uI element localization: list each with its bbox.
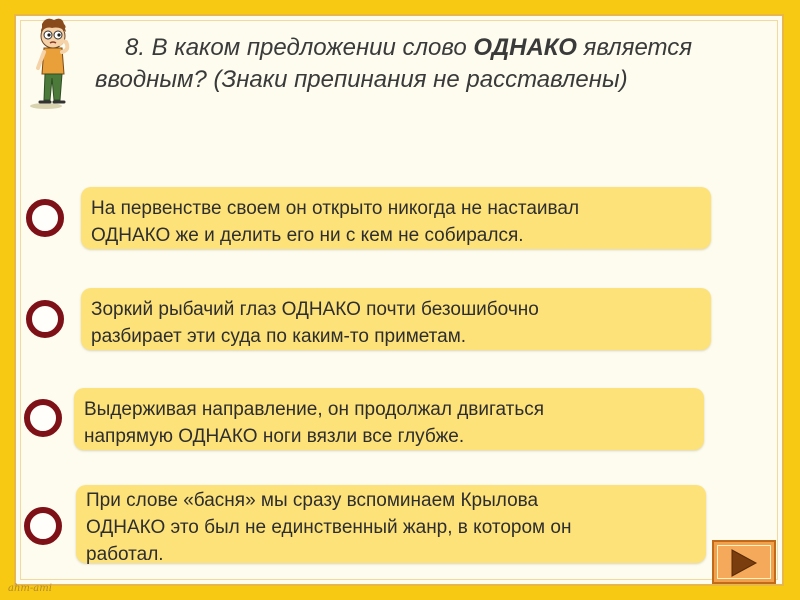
question-suffix: является xyxy=(576,34,693,61)
thinking-boy-icon xyxy=(22,14,84,110)
credit-text: ahm-ami xyxy=(8,583,52,594)
next-button[interactable] xyxy=(712,540,776,584)
answer-3-line-2: напрямую ОДНАКО ноги вязли все глубже. xyxy=(84,426,465,447)
answer-4-option[interactable] xyxy=(76,485,706,563)
answer-2-option[interactable] xyxy=(81,288,711,350)
answer-3-option[interactable] xyxy=(74,388,704,450)
answer-4-line-1: При слове «басня» мы сразу вспоминаем Крылова xyxy=(86,490,539,511)
answer-1-line-1: На первенстве своем он открыто никогда не настаивал xyxy=(91,198,580,219)
answer-1-line-2: ОДНАКО же и делить его ни с кем не собирался. xyxy=(91,225,524,246)
answer-3-line-1: Выдерживая направление, он продолжал двигаться xyxy=(84,399,545,420)
question-line-2: вводным? (Знаки препинания не расставлены) xyxy=(95,66,628,93)
answer-4-radio[interactable] xyxy=(24,507,62,545)
question-keyword: ОДНАКО xyxy=(473,34,577,61)
answer-2-radio[interactable] xyxy=(26,300,64,338)
question-prefix: 8. В каком предложении слово xyxy=(125,34,474,61)
answer-4-line-3: работал. xyxy=(86,544,164,565)
answer-1-radio[interactable] xyxy=(26,199,64,237)
play-arrow-icon xyxy=(730,548,758,578)
answer-2-line-1: Зоркий рыбачий глаз ОДНАКО почти безошибочно xyxy=(91,299,539,320)
question-line-1 xyxy=(95,32,775,64)
answer-2-line-2: разбирает эти суда по каким-то приметам. xyxy=(91,326,467,347)
question-text xyxy=(95,32,775,96)
answer-4-line-2: ОДНАКО это был не единственный жанр, в котором он xyxy=(86,517,572,538)
answer-3-radio[interactable] xyxy=(24,399,62,437)
answer-1-option[interactable] xyxy=(81,187,711,249)
